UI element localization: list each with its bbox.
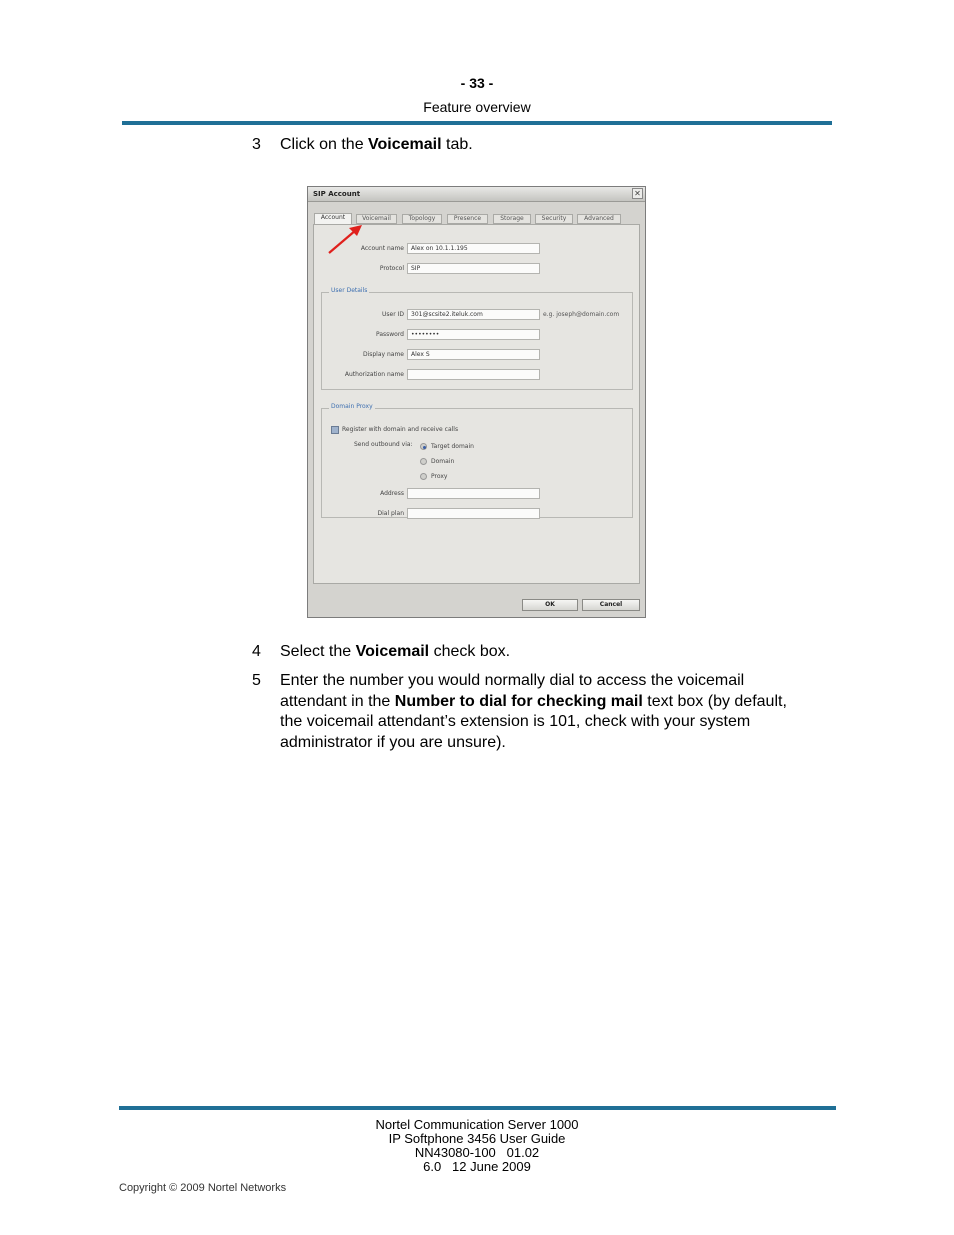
step-line: Enter the number you would normally dial to access the voicemail [280,672,745,689]
step-text-part: tab. [441,136,473,153]
step-number: 5 [252,672,261,689]
step-number: 4 [252,643,261,660]
footer-guide: IP Softphone 3456 User Guide [388,1131,566,1146]
proxy-label: Proxy [431,473,448,480]
dial-plan-label: Dial plan [377,510,404,517]
step-text [280,642,840,663]
page-number: - 33 - [460,75,494,91]
proxy-radio[interactable] [420,473,427,480]
step-text-part: Click on the [280,136,369,153]
tab-advanced[interactable]: Advanced [577,214,621,224]
address-field[interactable] [407,488,540,499]
step-line: the voicemail attendant’s extension is 101, check with your system [280,713,751,730]
step-emphasis: Voicemail [355,643,430,660]
close-icon[interactable]: ✕ [632,188,643,199]
dial-plan-field[interactable] [407,508,540,519]
password-field[interactable]: •••••••• [407,329,540,340]
password-label: Password [375,331,404,338]
step-text-part: text box (by default, [642,692,787,710]
domain-radio[interactable] [420,458,427,465]
tab-voicemail[interactable]: Voicemail [356,214,397,224]
header-rule [122,121,832,125]
step-emphasis: Voicemail [368,136,442,153]
arrow-shaft [329,230,356,253]
ok-button[interactable]: OK [522,599,578,611]
target-domain-radio[interactable] [420,443,427,450]
step-text-part: attendant in the [280,692,395,710]
step-text-part: Select the [280,643,356,660]
user-id-field[interactable]: 301@scsite2.iteluk.com [407,309,540,320]
sip-account-dialog [307,186,646,618]
domain-proxy-group [321,408,633,518]
step-line: administrator if you are unsure). [280,733,506,751]
account-name-field[interactable]: Alex on 10.1.1.195 [407,243,540,254]
register-checkbox[interactable] [331,426,339,434]
step-line [280,692,840,713]
tab-topology[interactable]: Topology [402,214,442,224]
authorization-name-label: Authorization name [344,371,404,378]
authorization-name-field[interactable] [407,369,540,380]
step-text [280,671,840,753]
footer-release: 6.0 12 June 2009 [423,1159,531,1174]
protocol-field[interactable]: SIP [407,263,540,274]
domain-label: Domain [431,458,455,465]
account-name-label: Account name [360,245,404,252]
step-emphasis: Number to dial for checking mail [394,692,643,710]
step-number: 3 [252,136,261,153]
red-arrow-annotation [326,223,366,255]
display-name-label: Display name [362,351,404,358]
user-details-title: User Details [331,287,368,294]
address-label: Address [380,490,404,497]
domain-proxy-title: Domain Proxy [331,403,373,410]
user-id-label: User ID [382,311,404,318]
tab-presence[interactable]: Presence [447,214,488,224]
step-text [280,135,840,156]
display-name-field[interactable]: Alex S [407,349,540,360]
section-title: Feature overview [423,99,531,115]
footer-rule [119,1106,836,1110]
target-domain-label: Target domain [431,443,474,450]
footer-doc-number: NN43080-100 01.02 [414,1145,540,1160]
dialog-title-bar [308,187,645,202]
tab-security[interactable]: Security [535,214,573,224]
user-id-hint: e.g. joseph@domain.com [543,311,620,318]
tab-account[interactable]: Account [314,213,352,224]
footer-product: Nortel Communication Server 1000 [375,1117,579,1132]
protocol-label: Protocol [379,265,404,272]
tab-storage[interactable]: Storage [493,214,531,224]
account-panel [313,224,640,584]
cancel-button[interactable]: Cancel [582,599,640,611]
send-outbound-label: Send outbound via: [354,441,413,448]
step-text-part: check box. [429,643,511,660]
copyright: Copyright © 2009 Nortel Networks [119,1182,287,1194]
dialog-title: SIP Account [313,190,361,198]
register-label: Register with domain and receive calls [342,426,459,433]
